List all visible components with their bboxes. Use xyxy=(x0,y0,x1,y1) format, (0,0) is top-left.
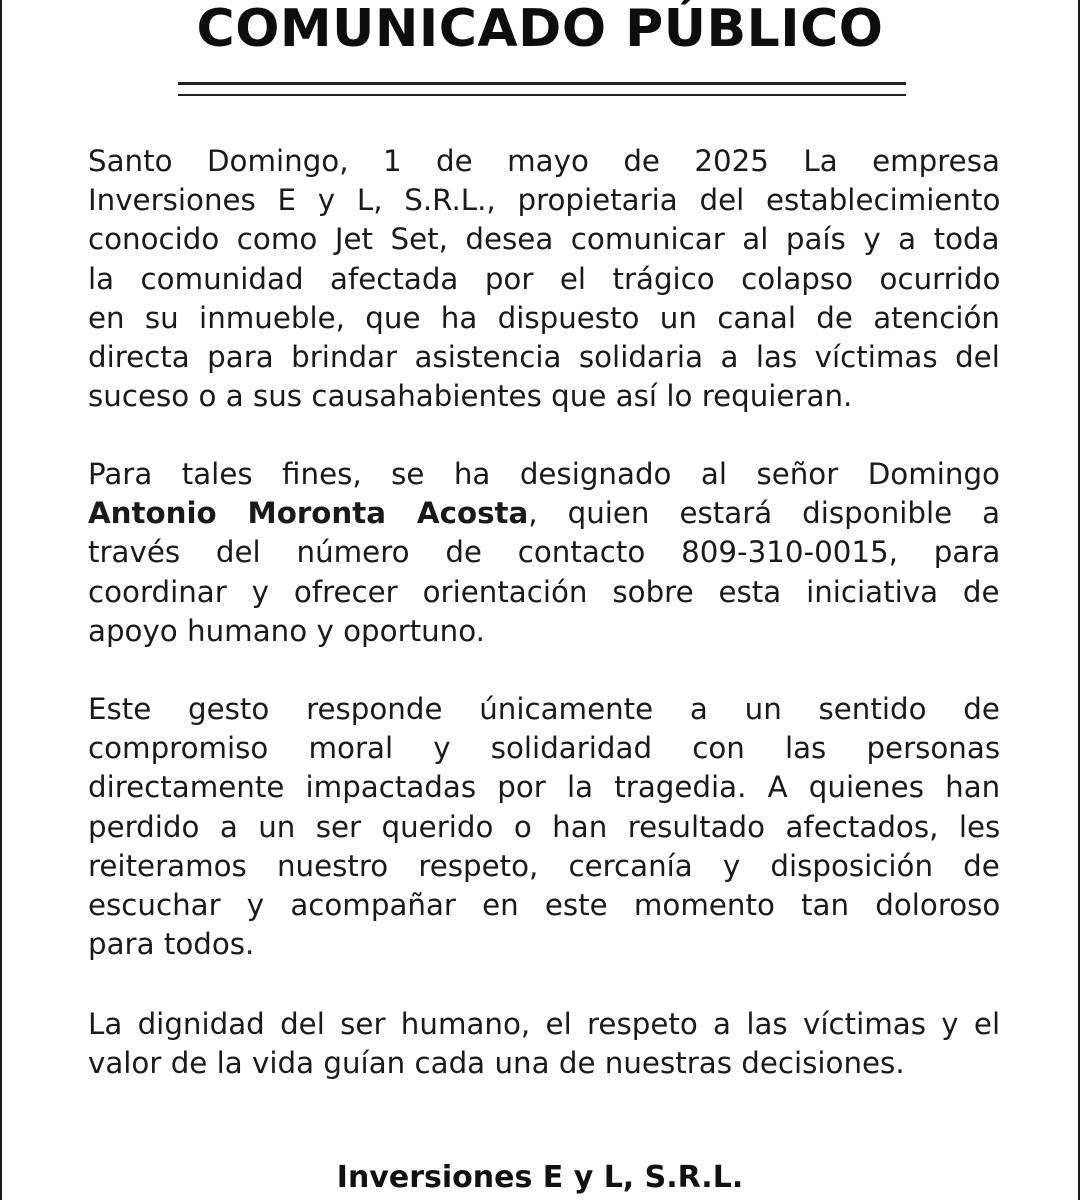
text-line: Para tales fines, se ha designado al señor Domingo xyxy=(88,457,1000,491)
page-title: COMUNICADO PÚBLICO xyxy=(196,0,884,59)
text-line: directamente impactadas por la tragedia. A quienes han xyxy=(88,770,1001,805)
company-signature: Inversiones E y L, S.R.L. xyxy=(336,1160,744,1195)
text-line: para todos. xyxy=(88,927,255,962)
text-line: apoyo humano y oportuno. xyxy=(88,613,485,648)
text-line: escuchar y acompañar en este momento tan doloroso xyxy=(88,888,1001,923)
text-line-with-name xyxy=(88,494,1000,533)
text-line: directa para brindar asistencia solidaria a las víctimas del xyxy=(88,340,1000,375)
paragraph-intro xyxy=(88,142,1000,416)
text-line: la comunidad afectada por el trágico colapso ocurrido xyxy=(88,261,1001,296)
text-line: perdido a un ser querido o han resultado afectados, les xyxy=(88,809,1001,844)
text-line: Santo Domingo, 1 de mayo de 2025 La empresa xyxy=(88,144,1000,178)
paragraph-contact xyxy=(88,455,1000,651)
text-line: compromiso moral y solidaridad con las personas xyxy=(88,731,1001,766)
text-line: suceso o a sus causahabientes que así lo requieran. xyxy=(88,379,853,414)
text-line: en su inmueble, que ha dispuesto un canal de atención xyxy=(88,300,1000,335)
text-fragment: , quien estará disponible a xyxy=(528,496,1001,531)
title-divider-bottom xyxy=(178,94,906,96)
paragraph-condolence xyxy=(88,690,1000,964)
text-line: Este gesto responde únicamente a un sentido de xyxy=(88,692,1000,726)
text-line-phone: través del número de contacto 809-310-0015, para xyxy=(88,535,1001,570)
text-line: coordinar y ofrecer orientación sobre esta iniciativa de xyxy=(88,574,1000,609)
text-line: valor de la vida guían cada una de nuestras decisiones. xyxy=(88,1046,905,1081)
designated-person-name: Antonio Moronta Acosta xyxy=(88,496,529,531)
text-line: reiteramos nuestro respeto, cercanía y disposición de xyxy=(88,848,1000,883)
title-divider-top xyxy=(178,82,906,85)
text-line: conocido como Jet Set, desea comunicar al país y a toda xyxy=(88,222,1000,257)
text-line: Inversiones E y L, S.R.L., propietaria del establecimiento xyxy=(88,183,1001,218)
text-line: La dignidad del ser humano, el respeto a las víctimas y el xyxy=(88,1007,1001,1041)
paragraph-closing xyxy=(88,1005,1000,1083)
